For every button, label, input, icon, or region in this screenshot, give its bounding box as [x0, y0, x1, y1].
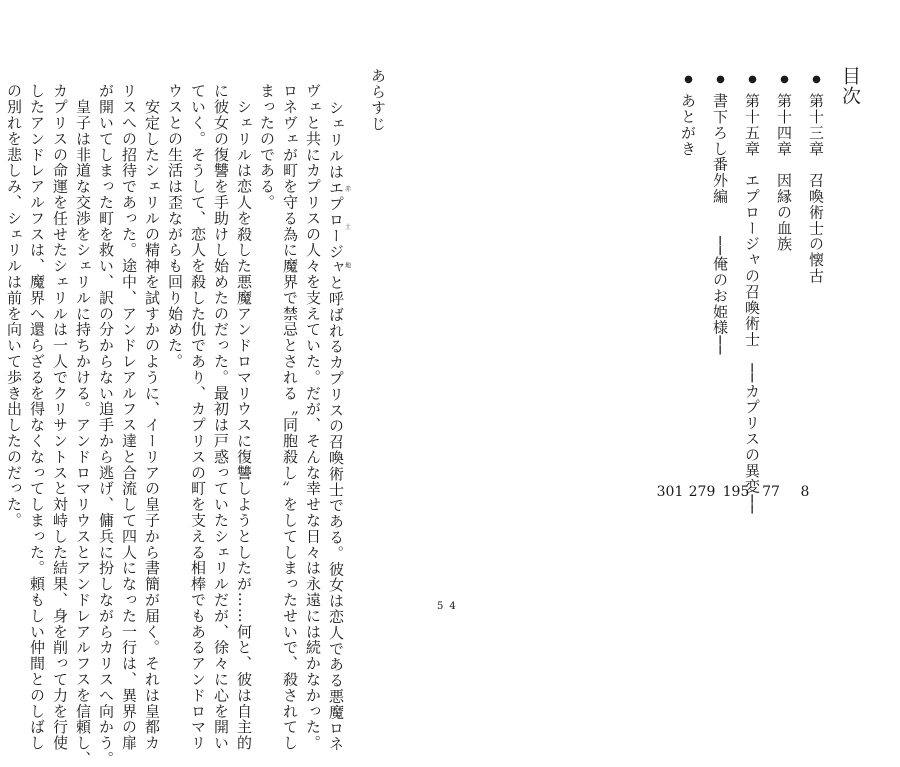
ruby-reading: 赤土地 [343, 179, 351, 275]
toc-entry-label: 書下ろし番外編 ──俺のお姫様── [711, 92, 729, 356]
synopsis-line: カプリスの命運を任せたシェリルは一人でクリサントスと対峙した結果、身を削って力を行使 [51, 83, 69, 751]
bullet-icon: ● [811, 74, 822, 86]
toc-entry-label: 第十四章 因縁の血族 [775, 92, 793, 252]
synopsis-text: シェリルは [327, 100, 345, 180]
toc-title: 目次 [839, 66, 861, 106]
toc-entry-2[interactable] [776, 74, 791, 252]
synopsis-line: に彼女の復讐を手助けし始めたのだった。最初は戸惑っていたシェリルだが、徐々に心を開い [212, 83, 230, 751]
toc-entry-3[interactable] [744, 74, 759, 514]
toc-entry-5[interactable] [680, 74, 695, 157]
synopsis-line: ウスとの生活は歪ながらも回り始めた。 [166, 83, 184, 370]
synopsis-line: したアンドレアルフスは、魔界へ還らざるを得なくなってしまった。頼もしい仲間とのしばし [28, 83, 46, 751]
synopsis-line: 皇子は非道な交渉をシェリルに持ちかける。アンドロマリウスとアンドレアルフスを信頼し、 [74, 83, 92, 767]
toc-page-number: 279 [688, 484, 716, 500]
synopsis-line: リスへの招待であった。途中、アンドレアルフス達と合流して四人になった一行は、異界の扉 [120, 83, 138, 751]
page-folio: 54 [437, 601, 462, 612]
toc-page-number: 195 [722, 484, 750, 500]
synopsis-line: の別れを悲しみ、シェリルは前を向いて歩き出したのだった。 [5, 83, 23, 529]
ruby-term: エプロージャ赤土地 [327, 179, 351, 275]
toc-page-number: 301 [656, 484, 684, 500]
synopsis-line: ていく。そうして、恋人を殺した仇であり、カプリスの町を支える相棒でもあるアンドロマリ [189, 83, 207, 751]
synopsis-heading: あらすじ [369, 68, 387, 132]
synopsis-line: ロネヴェが町を守る為に魔界で禁忌とされる〝同胞殺し〟をしてしまったせいで、殺されてし [281, 83, 299, 751]
synopsis-text: と呼ばれるカプリスの召喚術士である。彼女は恋人である悪魔ロネ [327, 274, 345, 752]
bullet-icon: ● [779, 74, 790, 86]
bullet-icon: ● [683, 74, 694, 86]
toc-page-number: 8 [800, 484, 810, 500]
synopsis-line: が開いてしまった町を救い、訳の分からない追手から逃げ、傭兵に扮しながらカリスへ向かう。 [97, 83, 115, 767]
synopsis-line [328, 100, 350, 752]
toc-entry-1[interactable] [808, 74, 823, 284]
synopsis-line: シェリルは恋人を殺した悪魔アンドロマリウスに復讐しようとしたが……何と、彼は自主的 [235, 83, 253, 751]
bullet-icon: ● [747, 74, 758, 86]
synopsis-line: ヴェと共にカプリスの人々を支えていた。だが、そんな幸せな日々は永遠には続かなかった。 [304, 83, 322, 751]
toc-entry-4[interactable] [712, 74, 727, 355]
synopsis-line: まったのである。 [258, 83, 276, 211]
synopsis-line: 安定したシェリルの精神を試すかのように、イーリアの皇子から書簡が届く。それは皇都カ [143, 83, 161, 751]
toc-entry-label: 第十五章 エプロージャの召喚術士 ──カプリスの異変── [743, 92, 761, 515]
toc-page-number: 77 [762, 484, 780, 500]
bullet-icon: ● [715, 74, 726, 86]
toc-entry-label: 第十三章 召喚術士の懐古 [807, 92, 825, 284]
toc-entry-label: あとがき [679, 92, 697, 157]
